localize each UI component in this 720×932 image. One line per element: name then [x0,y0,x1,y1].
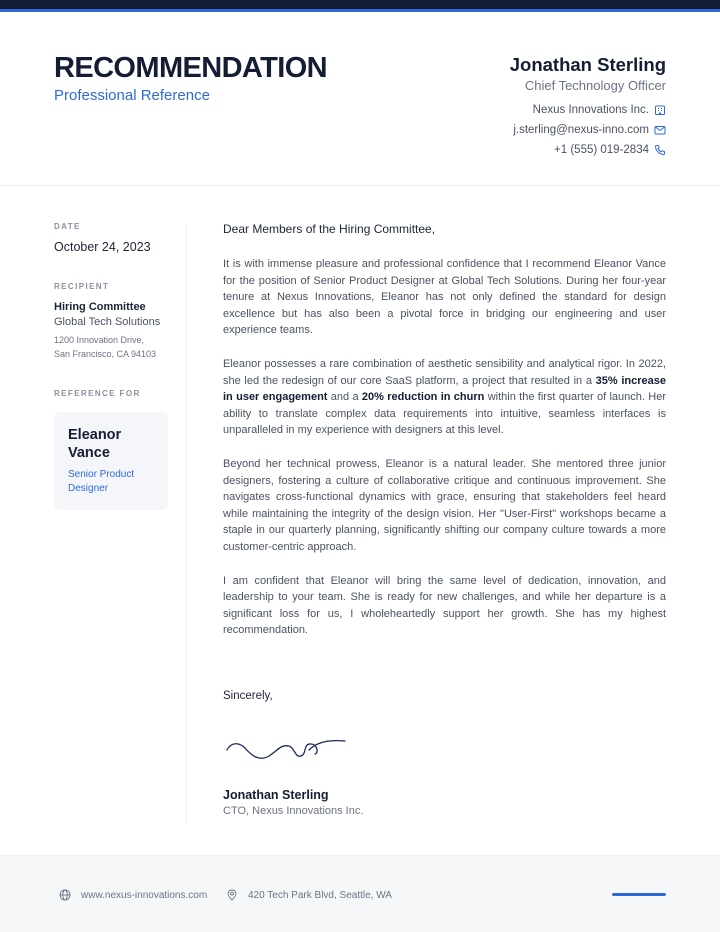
recipient-label: RECIPIENT [54,282,110,291]
paragraph-2 [223,356,666,439]
document-title: RECOMMENDATION [54,52,327,84]
sender-role: Chief Technology Officer [524,78,666,93]
handwritten-signature [223,728,353,768]
contact-phone[interactable] [554,144,666,156]
churn-highlight: 20% reduction in churn [361,391,485,404]
closing: Sincerely, [223,690,273,702]
sidebar [54,222,186,510]
sender-name: Jonathan Sterling [509,54,666,75]
footer-accent-line [612,893,666,896]
paragraph-2-part-e: within the first quarter of launch. Her ability to translate complex data requirements into intuitive, seamless interfaces is unparalleled in my experience with designers at this level. [223,391,667,437]
paragraph-2-part-a: Eleanor possesses a rare combination of aesthetic sensibility and analytical rigor. In 2022, she led the redesign of our core SaaS platform, a project that resulted in a [223,357,666,387]
letter-body [223,222,666,639]
signer-name: Jonathan Sterling [223,788,329,802]
contact-company [533,104,666,116]
candidate-first-name: Eleanor [68,427,122,443]
candidate-role-line-2: Designer [68,483,109,494]
recipient-name: Hiring Committee [54,301,146,313]
recipient-organization: Global Tech Solutions [54,316,161,328]
footer [0,855,720,932]
candidate-last-name: Vance [68,445,110,461]
website-link[interactable]: www.nexus-innovations.com [81,889,208,901]
phone-icon [654,144,666,156]
recipient-address-line-1: 1200 Innovation Drive, [54,335,145,345]
signer-title: CTO, Nexus Innovations Inc. [223,805,364,817]
candidate-card [54,412,168,510]
header [0,12,720,186]
recipient-address-line-2: San Francisco, CA 94103 [54,349,157,359]
phone-number[interactable]: +1 (555) 019-2834 [554,144,649,156]
document-subtitle: Professional Reference [54,87,210,104]
map-pin-icon [226,889,238,901]
company-name: Nexus Innovations Inc. [532,104,649,116]
building-icon [654,104,666,116]
contact-email[interactable] [513,124,666,136]
office-address: 420 Tech Park Blvd, Seattle, WA [248,889,392,901]
mail-icon [654,124,666,136]
salutation: Dear Members of the Hiring Committee, [223,222,436,236]
letter-date: October 24, 2023 [54,240,151,254]
paragraph-3: Beyond her technical prowess, Eleanor is a natural leader. She mentored three junior designers, fostering a culture of collaborative critique and continuous improvement. She navigates cross-functional dynamics with grace, ensuring that stakeholders feel heard while maintaining the integrity of the design vision. Her "User-First" workshops became a staple in our quarterly planning, significantly shifting our company culture towards a more customer-centric approach. [223,457,666,553]
reference-label: REFERENCE FOR [54,389,141,398]
globe-icon [59,889,71,901]
candidate-role [68,468,154,496]
date-label: DATE [54,222,81,231]
email-address[interactable]: j.sterling@nexus-inno.com [513,124,649,136]
paragraph-4: I am confident that Eleanor will bring the same level of dedication, innovation, and leadership to your team. She is ready for new challenges, and while her departure is a significant loss for us, I wholeheartedly support her growth. She has my highest recommendation. [223,574,666,637]
recipient-address [54,333,186,361]
candidate-role-line-1: Senior Product [68,469,135,480]
footer-website[interactable] [59,889,207,901]
paragraph-2-part-c: and a [327,391,362,404]
column-divider [186,224,187,824]
footer-address [226,889,392,901]
engagement-highlight: 35% increase in user engagement [223,374,667,404]
paragraph-1: It is with immense pleasure and professional confidence that I recommend Eleanor Vance for the position of Senior Product Designer at Global Tech Solutions. During her four-year tenure at Nexus Innovations, Eleanor has not only defined the standard for design excellence but has also been a pivotal force in bridging our engineering and user experience teams. [223,258,666,337]
